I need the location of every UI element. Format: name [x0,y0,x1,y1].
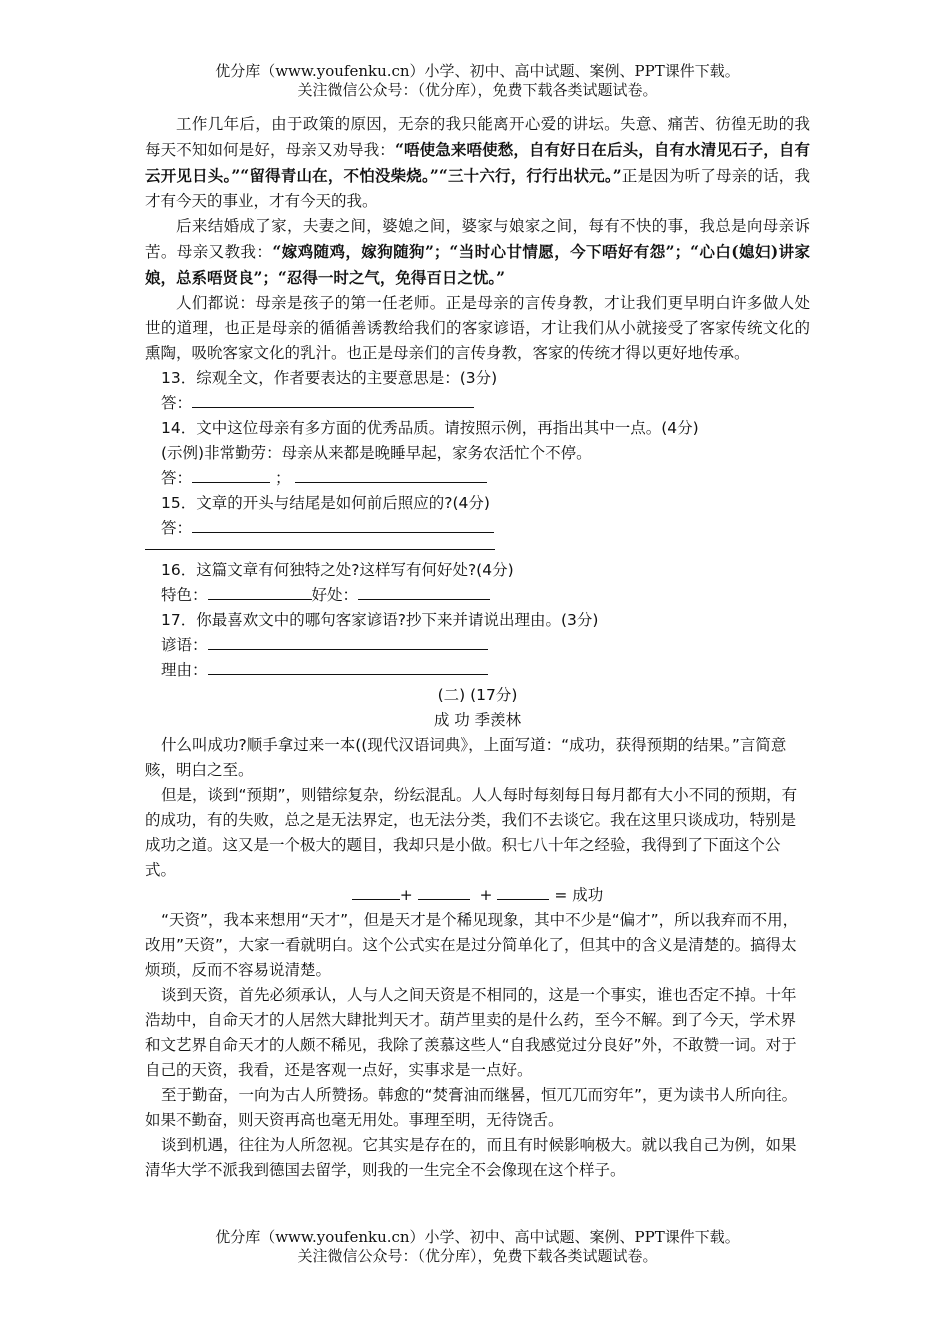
feature-label: 特色： [161,586,208,604]
footer-line-1: 优分库（www.youfenku.cn）小学、初中、高中试题、案例、PPT课件下载。 [215,1228,740,1246]
formula-plus: + [479,886,493,904]
answer-blank-evidence[interactable] [295,467,487,483]
answer-blank-quality[interactable] [192,467,270,483]
question-14-answer [145,466,810,491]
question-14-example: (示例)非常勤劳：母亲从来都是晚睡早起，家务农活忙个不停。 [161,444,592,462]
answer-line-extra[interactable] [145,541,495,550]
essay-paragraph-2: 但是，谈到“预期”，则错综复杂，纷纭混乱。人人每时每刻每日每月都有大小不同的预期，有的成功，有的失败，总之是无法界定，也无法分类，我们不去谈它。我在这里只谈成功，特别是成功之道。这又是一个极大的题目，我却只是小做。积七八十年之经验，我得到了下面这个公式。 [145,786,798,879]
formula-result: = 成功 [554,886,604,904]
paragraph-1-proverbs: “唔使急来唔使愁，自有好日在后头，自有水清见石子，自有云开见日头。”“留得青山在，不怕没柴烧。”“三十六行，行行出状元。” [145,140,810,185]
document-page [145,62,810,1183]
section-2-heading: (二) (17分) [437,686,518,704]
paragraph-3: 人们都说：母亲是孩子的第一任老师。正是母亲的言传身教，才让我们更早明白许多做人处世的道理，也正是母亲的循循善诱教给我们的客家谚语，才让我们从小就接受了客家传统文化的熏陶，吸吮客家文化的乳汁。也正是母亲们的言传身教，客家的传统才得以更好地传承。 [145,294,810,362]
question-17-reason [145,658,810,683]
question-15: 15．文章的开头与结尾是如何前后照应的?(4分) [161,494,490,512]
essay-paragraph-3: “天资”，我本来想用“天才”，但是天才是个稀见现象，其中不少是“偏才”，所以我弃而不用，改用”天资”，大家一看就明白。这个公式实在是过分简单化了，但其中的含义是清楚的。搞得太烦琐，反而不容易说清楚。 [145,911,799,979]
question-17: 17．你最喜欢文中的哪句客家谚语?抄下来并请说出理由。(3分) [161,611,599,629]
essay-paragraph-6: 谈到机遇，往往为人所忽视。它其实是存在的，而且有时候影响极大。就以我自己为例，如果清华大学不派我到德国去留学，则我的一生完全不会像现在这个样子。 [145,1136,797,1179]
page-footer [145,1228,810,1266]
question-13: 13．综观全文，作者要表达的主要意思是：(3分) [161,369,498,387]
header-line-1: 优分库（www.youfenku.cn）小学、初中、高中试题、案例、PPT课件下载。 [215,62,740,80]
answer-label: 答： [161,469,193,487]
answer-blank[interactable] [192,517,494,533]
question-13-answer [145,391,810,416]
question-15-answer [145,516,810,541]
essay-title: 成 功 季羡林 [433,711,522,729]
formula-blank-3[interactable] [497,884,549,900]
footer-line-2: 关注微信公众号：（优分库），免费下载各类试题试卷。 [297,1247,658,1265]
paragraph-1-text: 工作几年后，由于政策的原因，无奈的我只能离开心爱的讲坛。失意、痛苦、彷徨无助的我每天不知如何是好，母亲又劝导我： [145,115,810,159]
paragraph-2-text: 后来结婚成了家，夫妻之间，婆媳之间，婆家与娘家之间，每有不快的事，我总是向母亲诉苦。母亲又教我： [145,217,810,261]
question-16: 16．这篇文章有何独特之处?这样写有何好处?(4分) [161,561,514,579]
feature-blank[interactable] [208,584,312,600]
success-formula [145,883,810,908]
answer-label: 答： [161,394,193,412]
essay-paragraph-5: 至于勤奋，一向为古人所赞扬。韩愈的“焚膏油而继晷，恒兀兀而穷年”，更为读书人所向往。如果不勤奋，则天资再高也毫无用处。事理至明，无待饶舌。 [145,1086,798,1129]
question-14: 14．文中这位母亲有多方面的优秀品质。请按照示例，再指出其中一点。(4分) [161,419,699,437]
header-line-2: 关注微信公众号：（优分库），免费下载各类试题试卷。 [297,81,658,99]
benefit-blank[interactable] [358,584,490,600]
formula-plus: + [399,886,413,904]
reason-label: 理由： [161,661,208,679]
paragraph-2 [145,214,810,291]
paragraph-1-end: 正是因为听了母亲的话，我才有今天的事业，才有今天的我。 [145,167,810,210]
page-header [145,62,810,100]
reason-blank[interactable] [208,659,488,675]
proverb-blank[interactable] [208,634,488,650]
benefit-label: 好处： [311,586,359,604]
question-16-answer [145,583,810,608]
proverb-label: 谚语： [161,636,208,654]
paragraph-1 [145,112,810,214]
essay-paragraph-4: 谈到天资，首先必须承认，人与人之间天资是不相同的，这是一个事实，谁也否定不掉。十年浩劫中，自命天才的人居然大肆批判天才。葫芦里卖的是什么药，至今不解。到了今天，学术界和文艺界自命天才的人颇不稀见，我除了羡慕这些人“自我感觉过分良好”外，不敢赞一词。对于自己的天资，我看，还是客观一点好，实事求是一点好。 [145,986,797,1079]
formula-blank-2[interactable] [418,884,470,900]
formula-blank-1[interactable] [352,884,400,900]
paragraph-2-proverbs: “嫁鸡随鸡，嫁狗随狗”；“当时心甘情愿，今下唔好有怨”；“心白(媳妇)讲家娘，总系唔贤良”；“忍得一时之气，免得百日之忧。” [145,242,810,287]
answer-separator: ； [274,469,291,487]
essay-paragraph-1: 什么叫成功?顺手拿过来一本((现代汉语词典》，上面写道：“成功，获得预期的结果。”言简意赅，明白之至。 [145,736,787,779]
question-17-proverb [145,633,810,658]
answer-blank[interactable] [192,392,474,408]
answer-label: 答： [161,519,193,537]
